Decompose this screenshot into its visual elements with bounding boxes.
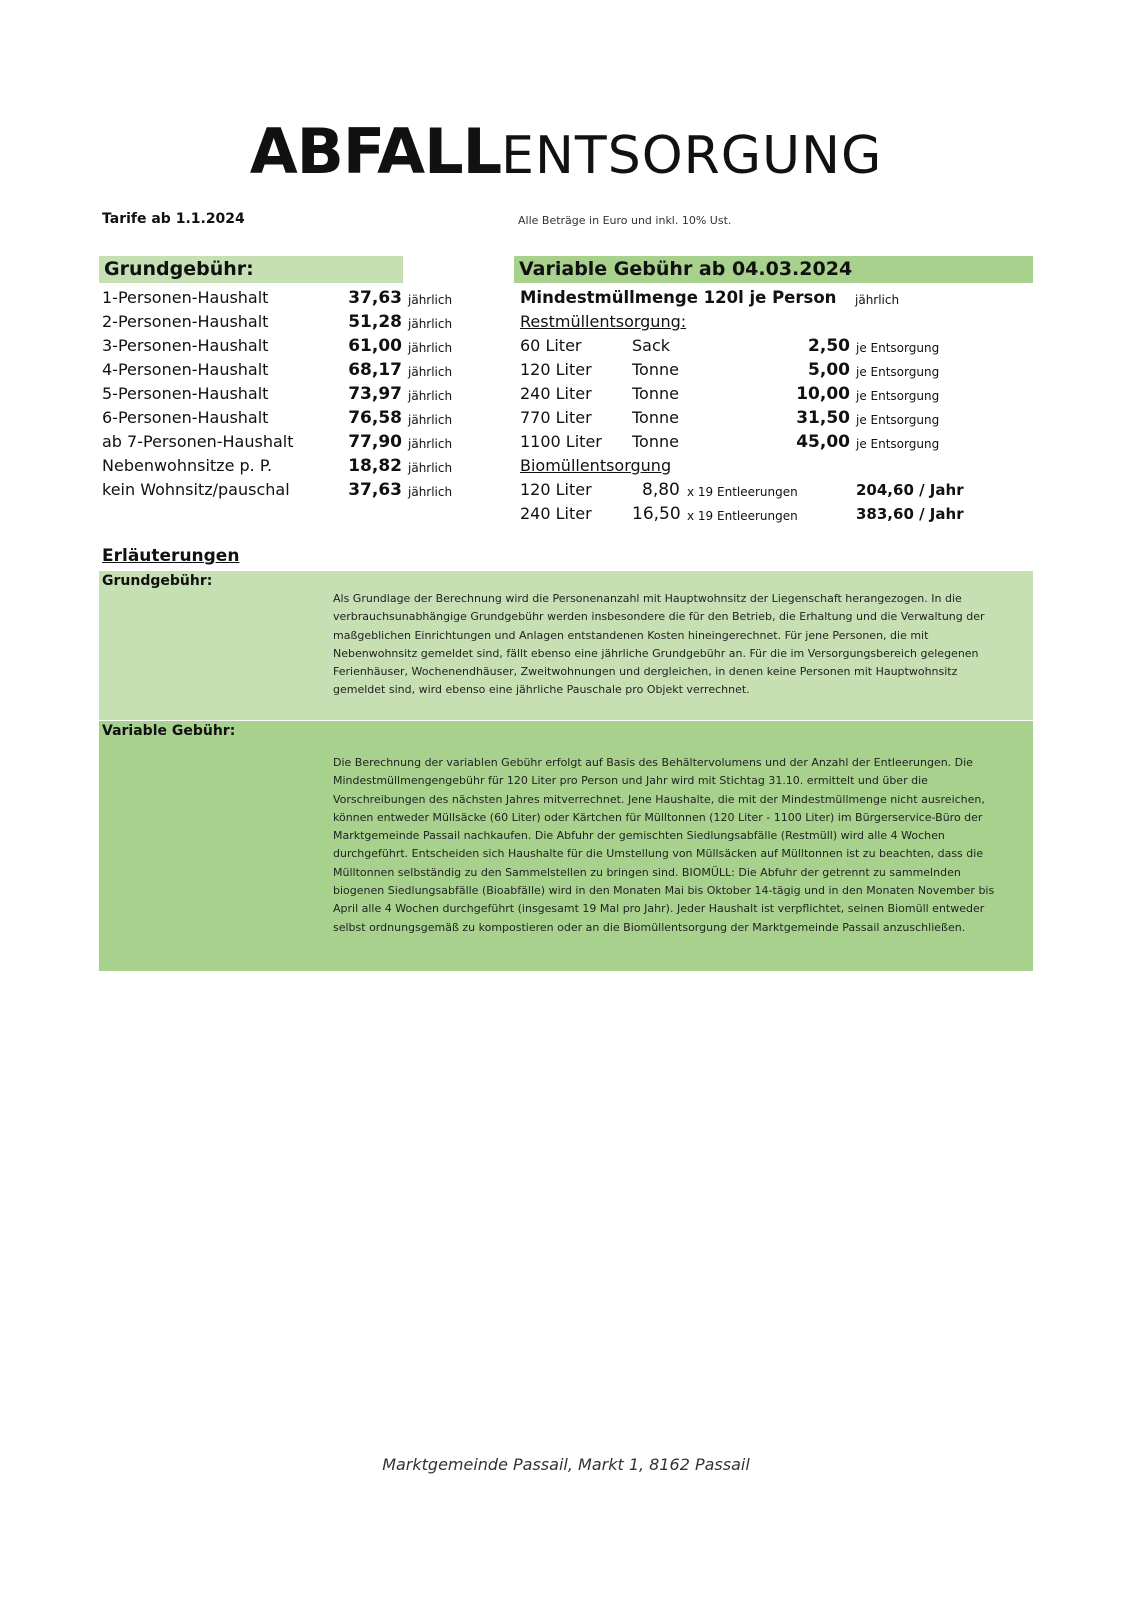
row-size: 1100 Liter: [520, 432, 602, 451]
row-amount: 68,17: [348, 360, 402, 380]
grund-explanation-title: Grundgebühr:: [102, 573, 213, 589]
row-unit: je Entsorgung: [856, 413, 940, 427]
table-row: [102, 454, 462, 478]
text-line: durchgeführt. Entscheiden sich Haushalte für die Umstellung von Müllsäcken auf Mülltonnen ist zu beachten, dass die: [333, 847, 984, 861]
mindest-row: [520, 286, 1020, 310]
row-unit: je Entsorgung: [856, 365, 940, 379]
table-row: [520, 382, 1020, 406]
row-amount: 2,50: [808, 336, 850, 356]
text-line: Ferienhäuser, Wochenendhäuser, Zweitwohnungen und dergleichen, in denen keine Personen mit Hauptwohnsitz: [333, 665, 958, 679]
row-label: Nebenwohnsitze p. P.: [102, 456, 273, 475]
grundgebuehr-header: Grundgebühr:: [99, 256, 403, 283]
row-type: Tonne: [632, 384, 679, 403]
row-unit: jährlich: [408, 461, 453, 475]
row-multiplier: x 19 Entleerungen: [687, 509, 798, 523]
row-label: 6-Personen-Haushalt: [102, 408, 269, 427]
bio-section-label: Biomüllentsorgung: [520, 456, 672, 475]
row-unit: jährlich: [408, 365, 453, 379]
row-label: ab 7-Personen-Haushalt: [102, 432, 294, 451]
row-label: 3-Personen-Haushalt: [102, 336, 269, 355]
mindest-unit: jährlich: [855, 293, 900, 307]
vat-note: Alle Beträge in Euro und inkl. 10% Ust.: [518, 214, 732, 227]
row-type: Tonne: [632, 408, 679, 427]
table-row: [102, 430, 462, 454]
table-row: [520, 478, 1020, 502]
rest-section-label: Restmüllentsorgung:: [520, 312, 687, 331]
row-size: 120 Liter: [520, 360, 592, 379]
text-line: selbst ordnungsgemäß zu kompostieren oder an die Biomüllentsorgung der Marktgemeinde Passail anzuschließen.: [333, 920, 966, 934]
row-amount: 10,00: [796, 384, 850, 404]
row-unit: jährlich: [408, 485, 453, 499]
text-line: Mindestmüllmengengebühr für 120 Liter pro Person und Jahr wird mit Stichtag 31.10. ermittelt und über die: [333, 774, 928, 788]
mindest-label: Mindestmüllmenge 120l je Person: [520, 288, 837, 307]
text-line: Mülltonnen selbständig zu den Sammelstellen zu bringen sind. BIOMÜLL: Die Abfuhr der getrennt zu sammelnden: [333, 865, 961, 879]
row-type: Tonne: [632, 360, 679, 379]
row-label: 1-Personen-Haushalt: [102, 288, 269, 307]
row-amount: 5,00: [808, 360, 850, 380]
row-unit: jährlich: [408, 413, 453, 427]
text-line: gemeldet sind, wird ebenso eine jährliche Pauschale pro Objekt verrechnet.: [333, 683, 750, 697]
row-label: kein Wohnsitz/pauschal: [102, 480, 290, 499]
row-type: Sack: [632, 336, 671, 355]
variable-explanation-box: [99, 721, 1033, 971]
row-amount: 18,82: [348, 456, 402, 476]
variable-explanation-text: [333, 754, 1013, 937]
table-row: [102, 358, 462, 382]
table-row: [102, 382, 462, 406]
title-light: ENTSORGUNG: [501, 126, 883, 186]
table-row: [520, 406, 1020, 430]
row-amount: 37,63: [348, 288, 402, 308]
row-size: 240 Liter: [520, 384, 592, 403]
row-unit: jährlich: [408, 389, 453, 403]
table-row: [102, 406, 462, 430]
row-unit: jährlich: [408, 341, 453, 355]
row-amount: 31,50: [796, 408, 850, 428]
table-row: [520, 334, 1020, 358]
row-size: 120 Liter: [520, 480, 592, 499]
page-title: [0, 112, 1132, 196]
text-line: biogenen Siedlungsabfälle (Bioabfälle) wird in den Monaten Mai bis Oktober 14-tägig und in den Monaten November bis: [333, 884, 995, 898]
row-type: Tonne: [632, 432, 679, 451]
row-size: 240 Liter: [520, 504, 592, 523]
row-price: 16,50: [632, 504, 681, 524]
row-amount: 73,97: [348, 384, 402, 404]
row-amount: 61,00: [348, 336, 402, 356]
row-size: 60 Liter: [520, 336, 582, 355]
footer-address: Marktgemeinde Passail, Markt 1, 8162 Passail: [382, 1455, 750, 1474]
row-unit: je Entsorgung: [856, 341, 940, 355]
text-line: maßgeblichen Einrichtungen und Anlagen entstandenen Kosten hineingerechnet. Für jene Personen, die mit: [333, 628, 929, 642]
title-bold: ABFALL: [249, 115, 502, 188]
text-line: können entweder Müllsäcke (60 Liter) oder Kärtchen für Mülltonnen (120 Liter - 1100 Liter) im Bürgerservice-Büro der: [333, 810, 983, 824]
text-line: Vorschreibungen des nächsten Jahres mitverrechnet. Jene Haushalte, die mit der Mindestmüllmenge nicht ausreichen,: [333, 792, 985, 806]
text-line: verbrauchsunabhängige Grundgebühr werden insbesondere die für den Betrieb, die Erhaltung und die Verwaltung der: [333, 610, 985, 624]
grund-explanation-text: [333, 590, 1013, 700]
row-size: 770 Liter: [520, 408, 592, 427]
text-line: Als Grundlage der Berechnung wird die Personenanzahl mit Hauptwohnsitz der Liegenschaft herangezogen. In die: [333, 592, 962, 605]
row-label: 4-Personen-Haushalt: [102, 360, 269, 379]
row-unit: je Entsorgung: [856, 389, 940, 403]
table-row: [102, 286, 462, 310]
row-amount: 37,63: [348, 480, 402, 500]
row-amount: 77,90: [348, 432, 402, 452]
tarife-label: Tarife ab 1.1.2024: [102, 211, 245, 227]
row-label: 5-Personen-Haushalt: [102, 384, 269, 403]
text-line: Die Berechnung der variablen Gebühr erfolgt auf Basis des Behältervolumens und der Anzahl der Entleerungen. Die: [333, 756, 973, 769]
table-row: [520, 358, 1020, 382]
row-multiplier: x 19 Entleerungen: [687, 485, 798, 499]
variable-gebuehr-header: Variable Gebühr ab 04.03.2024: [514, 256, 1033, 283]
variable-explanation-title: Variable Gebühr:: [102, 723, 236, 739]
row-price: 8,80: [642, 480, 680, 500]
erlaeuterungen-heading: Erläuterungen: [102, 546, 240, 566]
table-row: [102, 334, 462, 358]
grund-explanation-box: [99, 571, 1033, 720]
text-line: Nebenwohnsitz gemeldet sind, fällt ebenso eine jährliche Grundgebühr an. Für die im Versorgungsbereich gelegenen: [333, 646, 979, 660]
row-total: 383,60 / Jahr: [856, 505, 964, 523]
row-unit: jährlich: [408, 293, 453, 307]
text-line: April alle 4 Wochen durchgeführt (insgesamt 19 Mal pro Jahr). Jeder Haushalt ist verpflichtet, seinen Biomüll entweder: [333, 902, 985, 916]
row-unit: jährlich: [408, 317, 453, 331]
row-amount: 45,00: [796, 432, 850, 452]
row-unit: jährlich: [408, 437, 453, 451]
row-amount: 76,58: [348, 408, 402, 428]
table-row: [102, 478, 462, 502]
table-row: [520, 502, 1020, 526]
table-row: [102, 310, 462, 334]
row-unit: je Entsorgung: [856, 437, 940, 451]
row-total: 204,60 / Jahr: [856, 481, 964, 499]
table-row: [520, 430, 1020, 454]
row-amount: 51,28: [348, 312, 402, 332]
row-label: 2-Personen-Haushalt: [102, 312, 269, 331]
text-line: Marktgemeinde Passail nachkaufen. Die Abfuhr der gemischten Siedlungsabfälle (Restmüll) wird alle 4 Wochen: [333, 829, 945, 843]
